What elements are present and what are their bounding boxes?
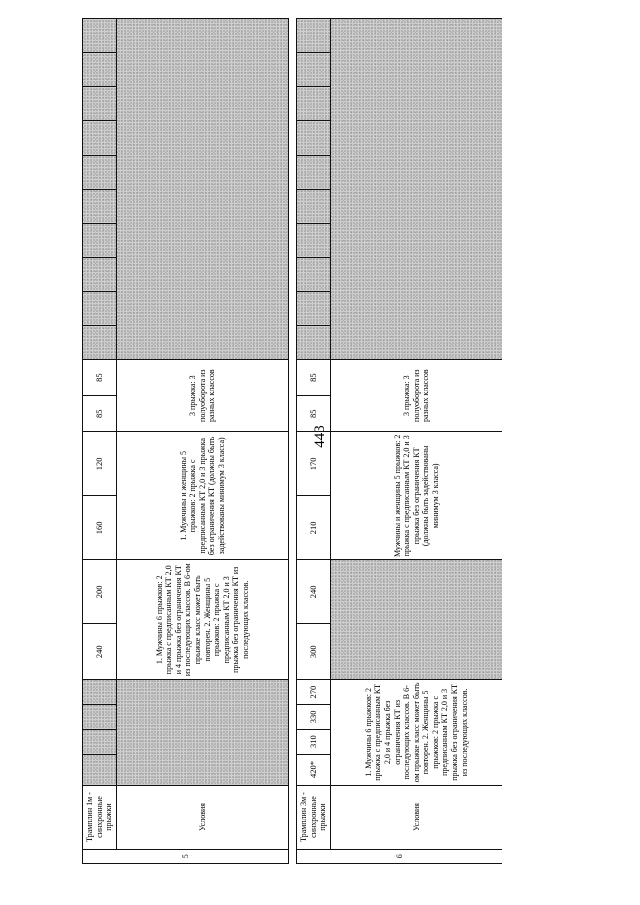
row6-points-6: 240 bbox=[297, 560, 331, 624]
row5-shaded-7 bbox=[83, 121, 117, 155]
rotated-table-container bbox=[82, 18, 502, 864]
row6-cond-b: Мужчины и женщины 5 прыжков: 2 прыжка с предписанным КТ 2,0 и 3 прыжка без ограничения КТ (должны быть задействованы минимум 3 класса) bbox=[331, 432, 503, 560]
row6-cond-shaded-right bbox=[331, 19, 503, 360]
row5-shaded-1 bbox=[83, 325, 117, 359]
row6-cond-c: 3 прыжка: 3 полуоборота из разных классов bbox=[331, 360, 503, 432]
row6-shaded-3 bbox=[297, 257, 331, 291]
row5-number: 5 bbox=[83, 849, 289, 863]
row5-shaded-5 bbox=[83, 189, 117, 223]
row5-points-5: 240 bbox=[83, 624, 117, 680]
row6-points-5: 300 bbox=[297, 624, 331, 680]
row6-points-3: 330 bbox=[297, 704, 331, 729]
row6-points-2: 310 bbox=[297, 729, 331, 754]
row6-shaded-2 bbox=[297, 291, 331, 325]
row5-points-1 bbox=[83, 754, 117, 785]
row-separator bbox=[289, 19, 297, 864]
row5-conditions-label: Условия bbox=[117, 785, 289, 849]
row5-shaded-8 bbox=[83, 87, 117, 121]
row5-cond-b: 1. Мужчины и женщины 5 прыжков: 2 прыжка с предписанным КТ 2,0 и 3 прыжка без ограничения КТ (должны быть задействованы минимум 3 класса) bbox=[117, 432, 289, 560]
row5-shaded-6 bbox=[83, 155, 117, 189]
row6-points-8: 170 bbox=[297, 432, 331, 496]
row6-title: Трамплин 3м - синхронные прыжки bbox=[297, 785, 331, 849]
row5-points-3 bbox=[83, 704, 117, 729]
row6-shaded-5 bbox=[297, 189, 331, 223]
row6-shaded-4 bbox=[297, 223, 331, 257]
row6-points-10: 85 bbox=[297, 360, 331, 396]
row6-shaded-8 bbox=[297, 87, 331, 121]
row5-cond-c: 3 прыжка: 3 полуоборота из разных классов bbox=[117, 360, 289, 432]
row6-points-9: 85 bbox=[297, 396, 331, 432]
row6-shaded-1 bbox=[297, 325, 331, 359]
row5-conditions bbox=[117, 19, 289, 864]
row6-shaded-10 bbox=[297, 19, 331, 53]
row6-points-4: 270 bbox=[297, 680, 331, 705]
row5-points-6: 200 bbox=[83, 560, 117, 624]
row5-shaded-3 bbox=[83, 257, 117, 291]
row6-points bbox=[297, 19, 331, 864]
row5-shaded-10 bbox=[83, 19, 117, 53]
row5-cond-shaded bbox=[117, 680, 289, 785]
row5-points bbox=[83, 19, 117, 864]
row5-points-7: 160 bbox=[83, 496, 117, 560]
row6-shaded-9 bbox=[297, 53, 331, 87]
row6-number: 6 bbox=[297, 849, 503, 863]
row5-shaded-4 bbox=[83, 223, 117, 257]
row5-points-2 bbox=[83, 729, 117, 754]
row5-cond-a: 1. Мужчины 6 прыжков: 2 прыжка с предписанным КТ 2,0 и 4 прыжка без ограничения КТ из последующих классов. В 6-ом прыжке класс может быть повторен. 2. Женщины 5 прыжков: 2 прыжка с предписанным КТ 2,0 и 3 прыжка без ограничения КТ из последующих классов. bbox=[117, 560, 289, 680]
row6-cond-a: 1. Мужчины 6 прыжков: 2 прыжка с предписанным КТ 2,0 и 4 прыжка без ограничения КТ из последующих классов. В 6-ом прыжке класс может быть повторен. 2. Женщины 5 прыжков: 2 прыжка с предписанным КТ 2,0 и 3 прыжка без ограничения КТ из последующих классов. bbox=[331, 680, 503, 785]
row5-points-8: 120 bbox=[83, 432, 117, 496]
row6-shaded-7 bbox=[297, 121, 331, 155]
row6-conditions-label: Условия bbox=[331, 785, 503, 849]
row5-shaded-9 bbox=[83, 53, 117, 87]
row6-points-1: 420* bbox=[297, 754, 331, 785]
row5-shaded-2 bbox=[83, 291, 117, 325]
row5-title: Трамплин 1м - синхронные прыжки bbox=[83, 785, 117, 849]
row5-cond-shaded-right bbox=[117, 19, 289, 360]
separator-cell bbox=[289, 19, 297, 864]
row5-points-9: 85 bbox=[83, 396, 117, 432]
scoring-table bbox=[82, 18, 502, 864]
row6-cond-shaded bbox=[331, 560, 503, 680]
row5-points-4 bbox=[83, 680, 117, 705]
page-number: 443 bbox=[311, 425, 328, 448]
row5-points-10: 85 bbox=[83, 360, 117, 396]
rotated-table bbox=[82, 18, 502, 864]
row6-shaded-6 bbox=[297, 155, 331, 189]
row6-conditions bbox=[331, 19, 503, 864]
row6-points-7: 210 bbox=[297, 496, 331, 560]
